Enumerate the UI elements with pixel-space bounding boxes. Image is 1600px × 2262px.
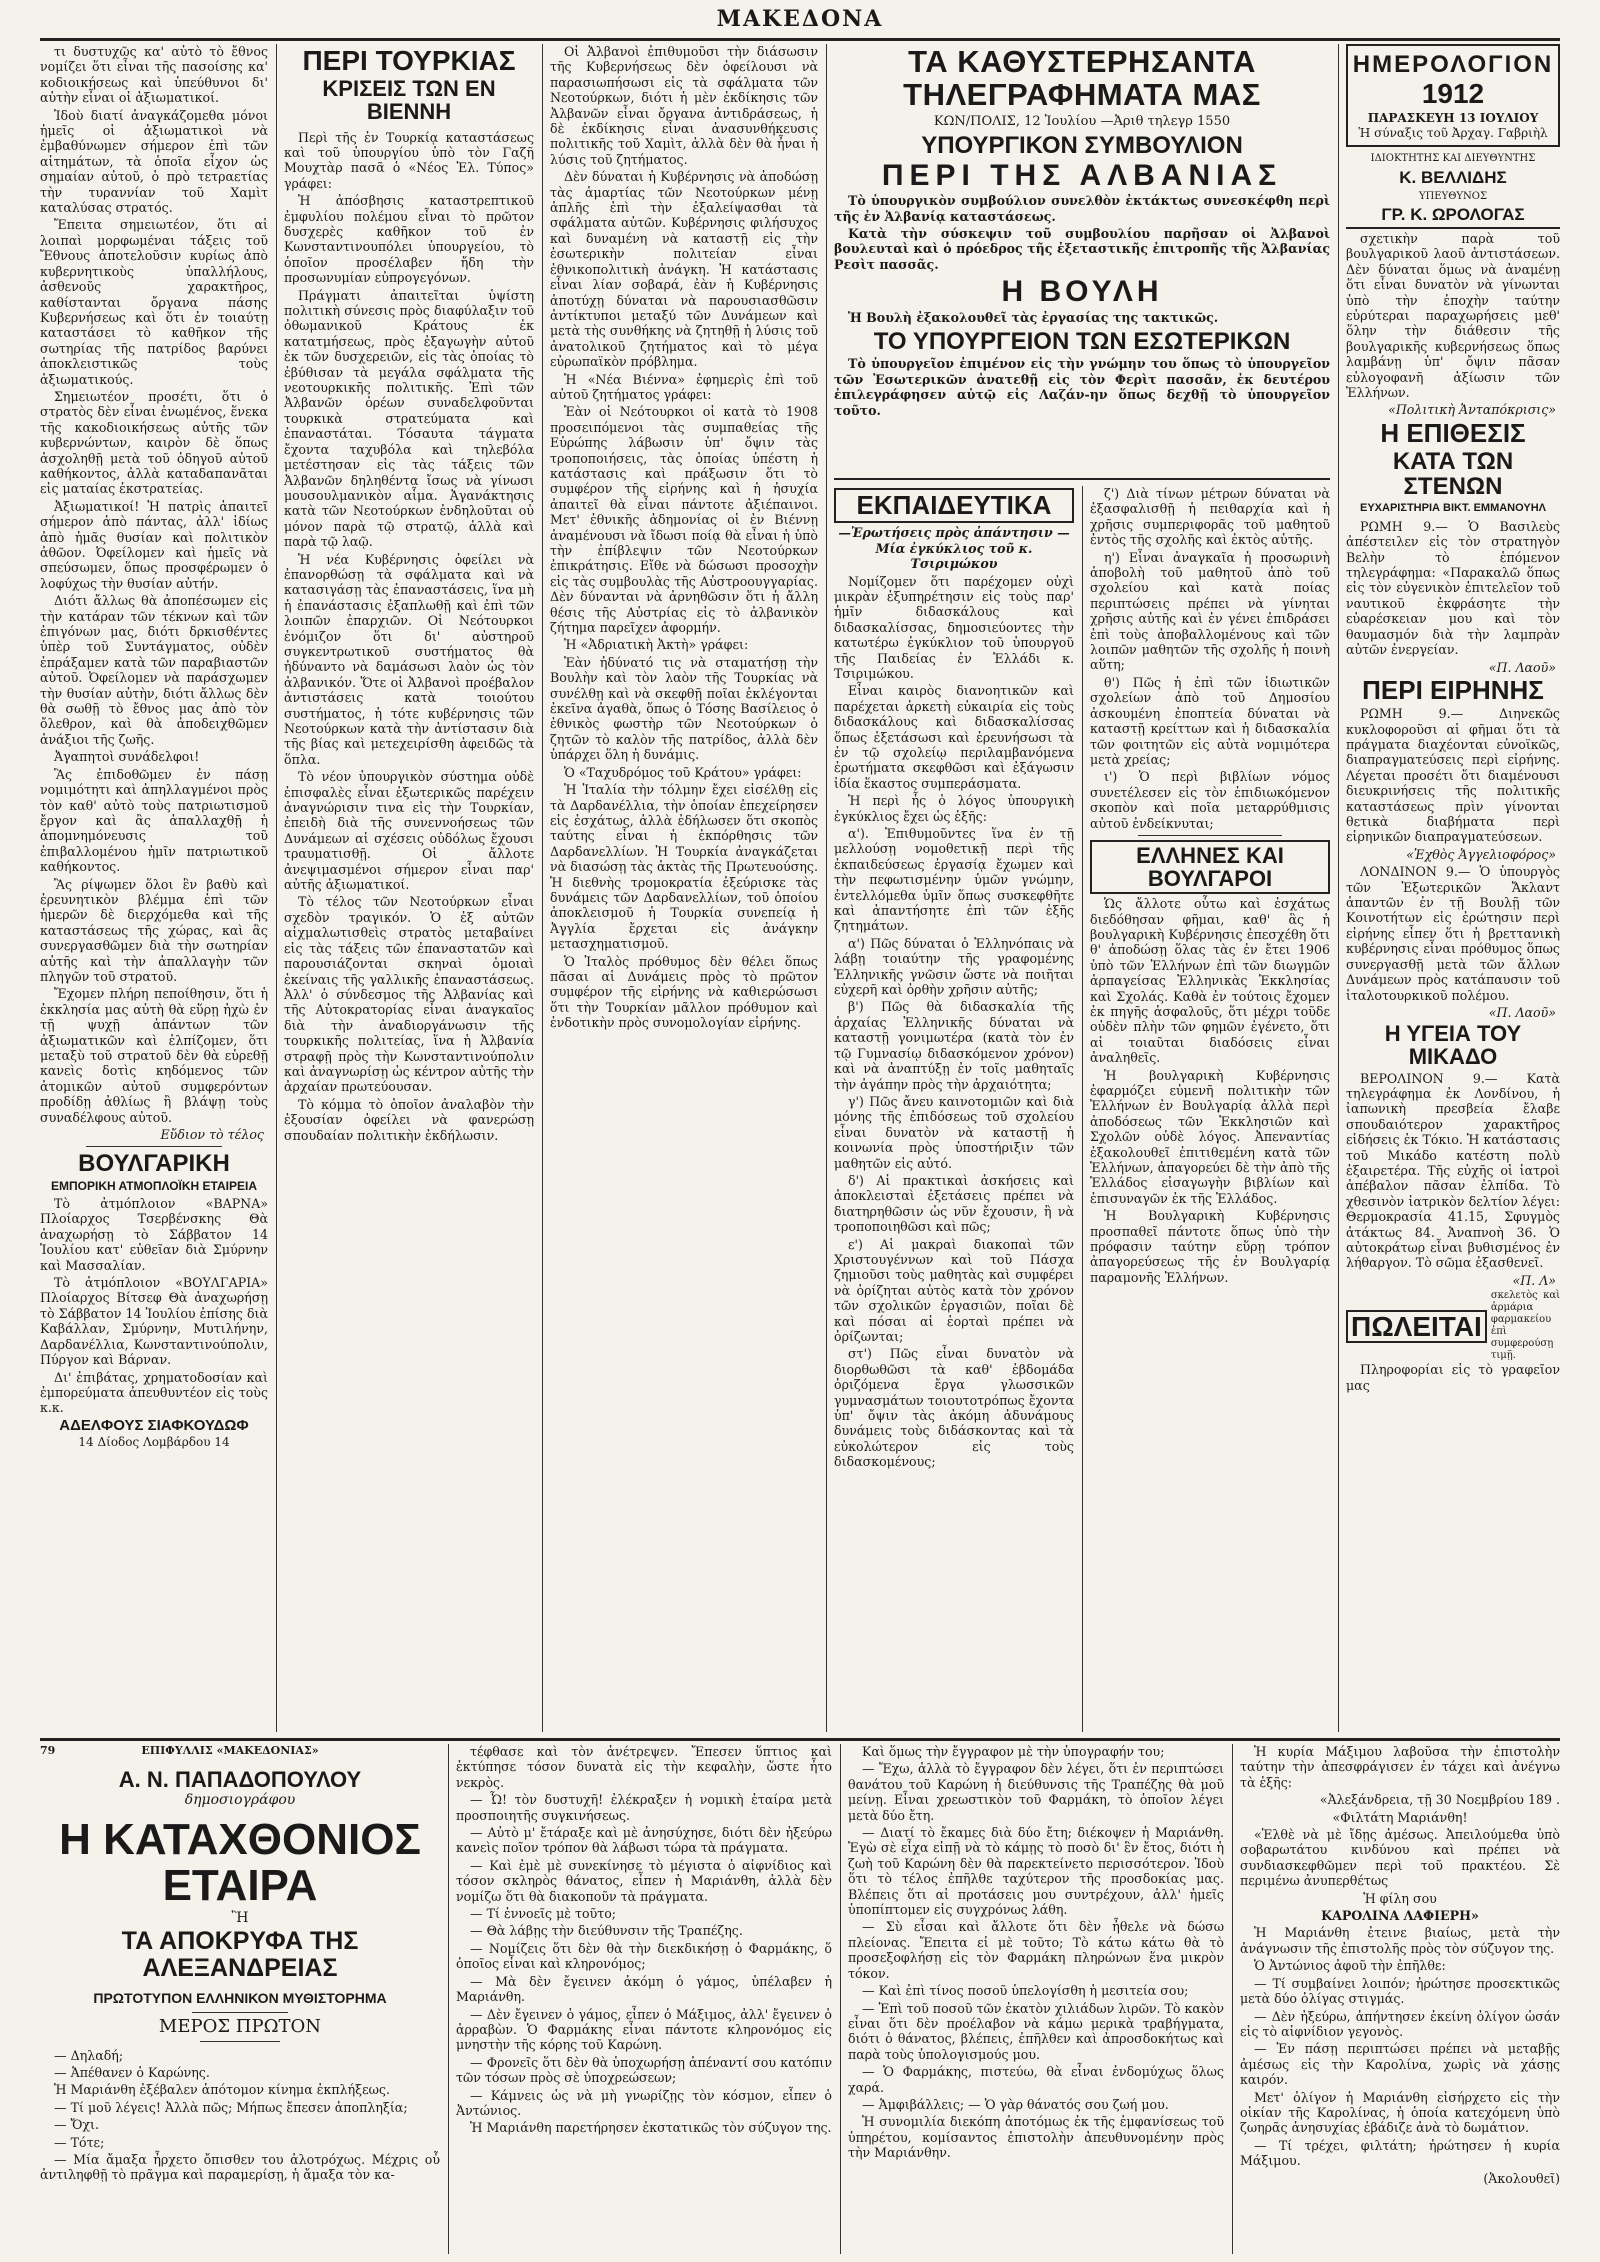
column-4 xyxy=(834,486,1074,1732)
paragraph: Ἰδοὺ διατί ἀναγκάζομεθα μόνοι ἡμεῖς οἱ ἀξιωματικοὶ νὰ ἐμβαθύνωμεν σήμερον ἐπὶ τῶν αἰτημάτων, τὰ ὁποῖα εἶχον ὡς σημαίαν αὐτοῦ, ὁ πρὸ τετραετίας τὴν τυραννίαν τοῦ Χαμὶτ καταλύσας στρατός. xyxy=(40,107,268,216)
paragraph: ΡΩΜΗ 9.— Διηνεκῶς κυκλοφοροῦσι αἱ φῆμαι ὅτι τὰ πράγματα διαχέονται εὐνοϊκῶς, διαπραγματεύσεις περὶ εἰρήνης. Λέγεται προσέτι ὅτι διαμένουσι διευκρινήσεις τῆς πολιτικῆς καταστάσεως πρὶν γίνονται θετικὰ διαβήματα περὶ εἰρηνικῶν διαπραγματεύσεων. xyxy=(1346,706,1560,845)
dialogue: — Αὐτὸ μ' ἔτάραξε καὶ μὲ ἀνησύχησε, διότι δὲν ἠξεύρω κανεὶς ποῖον τρόπον θὰ λάβωσι τώρα τὰ πράγματα. xyxy=(456,1825,832,1856)
paragraph: στ') Πῶς εἶναι δυνατὸν νὰ διορθωθῶσι τὰ καθ' ἑβδομάδα ὁριζόμενα ἔργα γλωσσικῶν γυμνασμάτων τοιουτοτρόπως ἔχοντα ὑπ' ὄψιν τὰς ἀκόμη ἀδυνάμους δυνάμεις τοὺς διδάσκοντας καὶ τὰ εὐκολώτερον εἰς τοὺς διδασκομένους; xyxy=(834,1346,1074,1470)
paragraph: ζ') Διὰ τίνων μέτρων δύναται νὰ ἐξασφαλισθῇ ἡ πειθαρχία καὶ ἡ χρῆσις συμπεριφορᾶς τοῦ μαθητοῦ ἐντὸς τῆς σχολῆς καὶ ἐκτὸς αὐτῆς. xyxy=(1090,486,1330,548)
subheadline: ΚΡΙΣΕΙΣ ΤΩΝ ΕΝ ΒΙΕΝΝΗ xyxy=(322,76,496,125)
dialogue: — Θὰ λάβῃς τὴν διεύθυνσιν τῆς Τραπέζης. xyxy=(470,1923,743,1939)
paragraph: ΡΩΜΗ 9.— Ὁ Βασιλεὺς ἀπέστειλεν εἰς τὸν στρατηγὸν Βελὴν τὸ ἑπόμενον τηλεγράφημα: «Παρακαλῶ ὅπως εἰς τὸν εὐγενικὸν ἐπιτελεῖον τοῦ ναυτικοῦ ἐκφράσητε τὴν εὐαρέσκειαν μου καὶ τὸν θαυμασμόν διὰ τὴν λαμπρὰν αὐτῶν ἐνεργείαν. xyxy=(1346,518,1560,658)
paragraph: Ἡ Βουλὴ ἐξακολουθεῖ τὰς ἐργασίας της τακτικῶς. xyxy=(848,309,1219,325)
letter-body: «Ἐλθὲ νὰ μὲ ἴδῃς ἀμέσως. Ἀπειλούμεθα ὑπὸ σοβαρωτάτου κινδύνου καὶ πρέπει νὰ συνδιασκεφθῶμεν περὶ τοῦ πρακτέου. Σὲ περιμένω ἀνυπερθέτως xyxy=(1240,1827,1560,1889)
paragraph: Νομίζομεν ὅτι παρέχομεν οὐχὶ μικρὰν ἐξυπηρέτησιν εἰς τοὺς παρ' ἡμῖν διδασκάλους καὶ διδασκαλίσσας, δημοσιεύοντες τὴν κατωτέρω ἐγκύκλιον τοῦ ὑπουργοῦ τῆς Παιδείας ἐν Ἑλλάδι κ. Τσιριμώκου. xyxy=(834,573,1074,681)
calendar-saint: Ἡ σύναξις τοῦ Ἀρχαγ. Γαβριὴλ xyxy=(1358,125,1548,140)
ad-address: 14 Δίοδος Λομβάρδου 14 xyxy=(78,1435,230,1450)
letter-date: «Ἀλεξάνδρεια, τῇ 30 Νοεμβρίου 189 . xyxy=(1319,1792,1560,1808)
paragraph: Ἂς ρίψωμεν ὅλοι ἓν βαθὺ καὶ ἐρευνητικὸν βλέμμα ἐπὶ τῶν ἡμερῶν δὲ διερχόμεθα καὶ τῆς καταστάσεως τῆς χώρας, καὶ ἂς συνεργασθῶμεν διὰ τὴν σωτηρίαν αὐτῆς καὶ τὴν ἀπαλλαγὴν τῶν πληγῶν τοῦ στρατοῦ. xyxy=(40,876,268,984)
column-divider xyxy=(1082,486,1083,1732)
classified-text: σκελετὸς καὶ ἀρμάρια φαρμακείου ἐπὶ συμφερούσῃ τιμῇ. xyxy=(1490,1290,1560,1362)
paragraph: Τὸ ὑπουργικὸν συμβούλιον συνελθὸν ἐκτάκτως συνεσκέφθη περὶ τῆς ἐν Ἀλβανίᾳ καταστάσεως. xyxy=(834,193,1330,224)
calendar-box xyxy=(1346,44,1560,147)
editor-name: ΓΡ. Κ. ΩΡΟΛΟΓΑΣ xyxy=(1346,206,1560,229)
ad-firm: ΑΔΕΛΦΟΥΣ ΣΙΑΦΚΟΥΔΩΦ xyxy=(59,1416,249,1434)
editor-label: ΥΠΕΥΘΥΝΟΣ xyxy=(1418,190,1488,202)
serial-subtitle: ΤΑ ΑΠΟΚΡΥΦΑ ΤΗΣ ΑΛΕΞΑΝΔΡΕΙΑΣ xyxy=(121,1927,359,1982)
paragraph: Τὸ νέον ὑπουργικὸν σύστημα οὐδὲ ἐπισφαλὲς εἶναι ἐξωτερικῶς παρέχειν ἀναγνώρισιν τινα εἰς τὴν Τουρκίαν, ἐπειδὴ διὰ τῆς συνεννοήσεως τῶν Δυνάμεων αἱ σχέσεις οὐδόλως ἔχουσι τραυματισθῇ. Οἱ ἄλλοτε ἀνεψιμασμένοι σήμερον εἶναι παρ' αὐτῆς ἀξιωματικοί. xyxy=(284,769,534,893)
ad-subtitle: ΕΜΠΟΡΙΚΗ ΑΤΜΟΠΛΟΪΚΗ ΕΤΑΙΡΕΙΑ xyxy=(50,1178,258,1193)
paragraph: Ἡ Ἰταλία τὴν τόλμην ἔχει εἰσέλθῃ εἰς τὰ Δαρδανέλλια, τὴν ὁποίαν ἐπεχείρησεν εἰς ἐσχάτως, ἀλλὰ ἐδήλωσεν ὅτι σκοπὸς ταύτης εἶναι ἡ ἐκπόρθησις τῶν Δαρδανελλίων. Ἡ Τουρκία ἀναγκάζεται νὰ διασώσῃ τὰς ἀκτὰς τῆς Πρωτευούσης. Ἡ διεθνὴς τρομοκρατία ἐξεύρισκε τὰς δυνάμεις τῶν Δαρδανελλίων, τοῦ ὁποίου ἀποκλεισμοῦ ἡ Τουρκία συνεπείᾳ ἡ Ἀγγλία ἔρχεται εἰς ἀνάγκην μετασχηματισμοῦ. xyxy=(550,782,818,952)
letter-closing: Ἡ φίλη σου xyxy=(1363,1890,1437,1906)
dialogue: — Ἔχω, ἀλλὰ τὸ ἔγγραφον δὲν λέγει, ὅτι ἐν περιπτώσει θανάτου τοῦ Καρώνη ἡ διεύθυνσις τῆς Τραπέζης θὰ μοῦ μείνῃ. Εἶναι χρεωστικὸν τοῦ Φαρμάκη, τὸ ὁποῖον λέγει μετὰ δύο ἔτη. xyxy=(848,1761,1224,1823)
dialogue: — Δὲν ἔγεινεν ὁ γάμος, εἶπεν ὁ Μάξιμος, ἀλλ' ἔγεινεν ὁ ἀρραβὼν. Ὁ Φαρμάκης εἶναι πάντοτε κληρονόμος εἰς μνηστὴν τῆς κόρης τοῦ Καρώνη. xyxy=(456,2006,832,2053)
headline: Η ΒΟΥΛΗ xyxy=(1001,275,1163,309)
subheadline: ΕΥΧΑΡΙΣΤΗΡΙΑ ΒΙΚΤ. ΕΜΜΑΝΟΥΗΛ xyxy=(1360,502,1546,515)
column-divider xyxy=(276,44,277,1732)
column-divider xyxy=(826,44,827,1732)
headline: Η ΕΠΙΘΕΣΙΣ xyxy=(1380,417,1526,448)
headline: ΠΕΡΙ ΕΙΡΗΝΗΣ xyxy=(1362,674,1544,705)
ad-title: ΒΟΥΛΓΑΡΙΚΗ xyxy=(78,1150,230,1178)
paragraph: ΛΟΝΔΙΝΟΝ 9.— Ὁ ὑπουργὸς τῶν Ἐξωτερικῶν Ἄκλαντ ἀπαντῶν ἐν τῇ Βουλῇ τῶν Κοινοτήτων εἰς ἐρώτησιν περὶ εἰρήνης εἶπεν ὅτι ἡ βρεττανικὴ κυβέρνησις εἶναι πρόθυμος ὅπως συνεργασθῇ μετὰ τῶν ἄλλων Δυνάμεων πρὸς κατάπαυσιν τοῦ ἰταλοτουρκικοῦ πολέμου. xyxy=(1346,864,1560,1003)
serial-title: Η ΚΑΤΑΧΘΟΝΙΟΣ ΕΤΑΙΡΑ xyxy=(59,1814,421,1910)
letter-salutation: «Φιλτάτη Μαριάνθη! xyxy=(1332,1809,1468,1825)
serial-genre: ΠΡΩΤΟΤΥΠΟΝ ΕΛΛΗΝΙΚΟΝ ΜΥΘΙΣΤΟΡΗΜΑ xyxy=(93,1989,387,2006)
ad-paragraph: Δι' ἐπιβάτας, χρηματοδοσίαν καὶ ἐμπορεύματα ἀπευθυντέον εἰς τοὺς κ.κ. xyxy=(40,1369,268,1416)
paragraph: Πληροφορίαι εἰς τὸ γραφεῖον μας xyxy=(1346,1362,1560,1393)
paragraph: α') Πῶς δύναται ὁ Ἑλληνόπαις νὰ λάβῃ τοιαύτην τῆς γραφομένης Ἑλληνικῆς γνῶσιν ὥστε νὰ ποιῆται εὐχερῆ καὶ ὀρθὴν χρῆσιν αὐτῆς; xyxy=(834,935,1074,998)
paragraph: ι') Ὁ περὶ βιβλίων νόμος συνετέλεσεν εἰς τὸν ἐπιδιωκόμενον σκοπὸν καὶ ποῖα μεταρρύθμισις αὐτοῦ ἐνδείκνυται; xyxy=(1090,769,1330,831)
paragraph: Οἱ Ἀλβανοὶ ἐπιθυμοῦσι τὴν διάσωσιν τῆς Κυβερνήσεως δὲν ὀφείλουσι νὰ παρασιωπήσωσι εἰς τὰ σφάλματα τῶν Νεοτούρκων, διότι ἡ μὲν ἐκδίκησις τῶν Ἀλβανῶν εἶναι ὄργανα ἀντιδράσεως, ἡ δὲ ἐκδίκησις εἶναι ἀνασυνθήκευσις πολιτικῆς τοῦ Χαμὶτ, ἀλλὰ δὲν θὰ ἦναι ἡ λύσις τοῦ ζητήματος. xyxy=(550,44,818,167)
feuilleton-label: ΕΠΙΦΥΛΛΙΣ «ΜΑΚΕΔΟΝΙΑΣ» xyxy=(141,1744,319,1757)
source-signature: «Π. Λαοῦ» xyxy=(1488,1004,1556,1020)
paragraph: Ἐὰν ἠδύνατό τις νὰ σταματήσῃ τὴν Βουλὴν καὶ τὸν λαὸν τῆς Τουρκίας νὰ συνέλθῃ καὶ νὰ σκεφθῇ ποῖαι ἐκλέγονται ἐκεῖνα ἀγαθὰ, ὅπως ὁ Τόσης Βασίλειος ὁ ἐθνικὸς φωστὴρ τῶν Νεοτούρκων ὁ ζητῶν τὸ καλὸν τῆς πατρίδος, ἀλλὰ δὲν ὑπάρχει ὅλη ἡ δυνάμις. xyxy=(550,654,818,763)
paragraph: Ἡ «Νέα Βιέννα» ἐφημερὶς ἐπὶ τοῦ αὐτοῦ ζητήματος γράφει: xyxy=(550,371,818,402)
dateline: ΚΩΝ/ΠΟΛΙΣ, 12 Ἰουλίου —Ἀριθ τηλεγρ 1550 xyxy=(933,114,1231,130)
dialogue: — Τότε; xyxy=(54,2134,105,2150)
paragraph: Ὡς ἄλλοτε οὗτω καὶ ἐσχάτως διεδόθησαν φῆμαι, καθ' ἃς ἡ βουλγαρικὴ Κυβέρνησις ἐπεσχέθη ὅτι θ' ἀποδώσῃ ὅλας τὰς ἐν ἔτει 1906 ὑπὸ τῶν Ἑλλήνων ἐπὶ τῶν διωγμῶν ἁρπαγείσας Ἑλληνικὰς Ἐκκλησίας καὶ Σχολάς. Καθὰ ἐν τούτοις ἔχομεν ἐκ πηγῆς ἀσφαλοῦς, ὅτι μέχρι τοῦδε οὐδὲν πλὴν τῶν φημῶν ἐγένετο, ὅτι αἱ τοιαῦται διαδόσεις εἶναι ἀναληθεῖς. xyxy=(1090,896,1330,1066)
paragraph: Ἔπειτα σημειωτέον, ὅτι αἱ λοιπαὶ μορφωμέναι τάξεις τοῦ Ἔθνους ἀποτελοῦσιν κυρίως ἀπὸ κυβερνητικοὺς ὑπαλλήλους, ἀσθενοῦς χαρακτῆρος, καθίστανται ὄργανα πάσης Κυβερνήσεως καὶ ὅτι ἐν τοιαύτῃ καταστάσει τὸ καθῆκον τῆς σωτηρίας τῆς πατρίδος βαρύνει ἀποκλειστικῶς τοὺς ἀξιωματικούς. xyxy=(40,217,268,387)
paragraph: Ὁ «Ταχυδρόμος τοῦ Κράτου» γράφει: xyxy=(564,764,802,780)
column-2 xyxy=(284,44,534,1732)
dialogue: Καὶ ὅμως τὴν ἔγγραφον μὲ τὴν ὑπογραφήν του; xyxy=(862,1744,1165,1759)
calendar-title: ΗΜΕΡΟΛΟΓΙΟΝ xyxy=(1352,51,1554,78)
paragraph: η') Εἶναι ἀναγκαῖα ἡ προσωρινὴ ἀποβολὴ τοῦ μαθητοῦ ἀπὸ τοῦ σχολείου καὶ κατὰ ποίας περιπτώσεις πρέπει νὰ γίνηται χρῆσις αὐτῆς καὶ ἐν γένει ἐπιδράσει ἐπὶ τοὺς ἀποβαλλομένους καὶ τῶν λοιπῶν μαθητῶν τῆς σχολῆς ἡ ποινὴ αὕτη; xyxy=(1090,549,1330,673)
divider xyxy=(200,2041,280,2042)
paragraph: Κατὰ τὴν σύσκεψιν τοῦ συμβουλίου παρῆσαν οἱ Ἀλβανοὶ βουλευταὶ καὶ ὁ πρόεδρος τῆς ἐξεταστικῆς ἐπιτροπῆς τῆς Ἀλβανίας Ρεσὶτ πασσᾶς. xyxy=(834,226,1330,272)
paragraph: α'). Ἐπιθυμοῦντες ἵνα ἐν τῇ μελλούσῃ νομοθετικῇ περὶ τῆς ἐκπαιδεύσεως ἐργασίᾳ ἔχωμεν καὶ τὴν πεφωτισμένην ὑμῶν γνώμην, ἐντελλόμεθα ὑμῖν ὅπως συσκεφθῆτε καὶ ἀπαντήσητε ἐπὶ τῶν ἑξῆς ζητημάτων. xyxy=(834,826,1074,934)
source-signature: «Πολιτικὴ Ἀνταπόκρισις» xyxy=(1388,402,1556,418)
dialogue: — Δὲν ἠξεύρω, ἀπήντησεν ἐκείνη ὀλίγον ὡσάν εἰς τὸ αἰφνίδιον γεγονὸς. xyxy=(1240,2008,1560,2039)
letter-signature: ΚΑΡΟΛΙΝΑ ΛΑΦΙΕΡΗ» xyxy=(1321,1908,1479,1924)
calendar-year: 1912 xyxy=(1421,78,1485,110)
headline: ΠΕΡΙ ΤΟΥΡΚΙΑΣ xyxy=(302,45,516,76)
headline: ΕΚΠΑΙΔΕΥΤΙΚΑ xyxy=(834,488,1074,523)
dialogue: — Δηλαδή; xyxy=(54,2047,124,2063)
paragraph: Ἡ ἀπόσβησις καταστρεπτικοῦ ἐμφυλίου πολέμου εἶναι τὸ πρῶτον δυσχερὲς καθῆκον τοῦ ἐν Κωνσταντινουπόλει ὑπουργείου, τὸ ὁποῖον προσέλαβεν ἤδη τὴν προσωνυμίαν εὐπρογεγόνων. xyxy=(284,193,534,286)
ad-paragraph: Τὸ ἀτμόπλοιον «ΒΑΡΝΑ» Πλοίαρχος Τσερβένσκης Θὰ ἀναχωρήσῃ τὸ Σάββατον 14 Ἰουλίου κατ' εὐθεῖαν διὰ Σμύρνην καὶ Μασσαλίαν. xyxy=(40,1196,268,1273)
telegrams-block xyxy=(834,44,1330,476)
paragraph: Τὸ τέλος τῶν Νεοτούρκων εἶναι σχεδὸν τραγικόν. Ὁ ἐξ αὐτῶν αἰχμαλωτισθεὶς στρατὸς μεταβαίνει εἰς τὰς τάξεις τῶν ἐπαναστατῶν καὶ παρουσιάζονται σκηναὶ ὁμοιαὶ ἐκείναις τῆς γαλλικῆς ἐπαναστάσεως. Ἀλλ' ὁ σύνδεσμος τῆς Ἀλβανίας καὶ τῆς Αὐτοκρατορίας εἶναι ἀναγκαῖος διὰ τὴν ἀναδιοργάνωσιν τῆς τουρκικῆς πολιτείας, ἵνα ἡ Ἀλβανία στραφῇ πρὸς τὴν Κωνσταντινούπολιν καὶ ἀναγνωρίσῃ ὡς κέντρον αὐτῆς τὴν ἀρχαίαν πρωτεύουσαν. xyxy=(284,894,534,1095)
dialogue: Ὁ Ἀντώνιος ἀφοῦ τὴν ἐπῆλθε: xyxy=(1254,1958,1446,1974)
paragraph: Τὸ ὑπουργεῖον ἐπιμένον εἰς τὴν γνώμην του ὅπως τὸ ὑπουργεῖον τῶν Ἐσωτερικῶν ἀνατεθῇ εἰς τὸν Φερὶτ πασσᾶν, ἐκ δευτέρου ἐπιλεγράφησεν αὐτῷ εἰς Λαζάν-ην ὅπως δεχθῇ τὸ ὑπουργεῖον τοῦτο. xyxy=(834,356,1330,418)
dialogue: τέφθασε καὶ τὸν ἀνέτρεψεν. Ἔπεσεν ὕπτιος καὶ ἐκτύπησε τόσον δυνατὰ εἰς τὴν κεφαλὴν, ὥστε ἦτο νεκρὸς. xyxy=(456,1744,832,1790)
feuilleton-number: 79 xyxy=(40,1744,56,1757)
dialogue: — Τί μοῦ λέγεις! Ἀλλὰ πῶς; Μήπως ἔπεσεν ἀποπληξία; xyxy=(54,2099,408,2115)
paragraph: Ἡ βουλγαρικὴ Κυβέρνησις ἐφαρμόζει εὐμενῆ πολιτικὴν τῶν Ἑλλήνων ἐν Βουλγαρίᾳ ἀλλὰ περὶ ἀποδόσεως τῶν Ἐκκλησιῶν καὶ Σχολῶν οὐδὲ λόγος. Ἀπεναντίας ἐξακολουθεῖ ἐπιτιθεμένη κατὰ τῶν Ἑλλήνων, ἀπαγορεύει δὲ τὴν ἀπὸ τῆς Ἐλλάδος εἰσαγωγὴν βιβλίων καὶ ἐπισυναγῶν ἐκ τῆς Ἑλλάδος. xyxy=(1090,1067,1330,1206)
paragraph: Ἡ περὶ ἧς ὁ λόγος ὑπουργικὴ ἐγκύκλιος ἔχει ὡς ἑξῆς: xyxy=(834,793,1074,824)
column-divider xyxy=(1232,1744,1233,2254)
feuilleton-column-2 xyxy=(456,1744,832,2254)
paragraph: Τὸ κόμμα τὸ ὁποῖον ἀναλαβὸν τὴν ἐξουσίαν ὀφείλει νὰ φανερώσῃ σπουδαίαν πολιτικὴν ἐκδήλωσιν. xyxy=(284,1096,534,1143)
paragraph: Περὶ τῆς ἐν Τουρκίᾳ καταστάσεως καὶ τοῦ ὑπουργίου ὑπὸ τὸν Γαζῆ Μουχτὰρ πασᾶ ὁ «Νέος Ἐλ. Τύπος» γράφει: xyxy=(284,129,534,191)
headline: ΚΑΤΑ ΤΩΝ ΣΤΕΝΩΝ xyxy=(1392,448,1514,501)
dialogue: Ἡ Μαριάνθη ἐτεινε βιαίως, μετὰ τὴν ἀνάγνωσιν τῆς ἐπιστολῆς πρὸς τὸν σύζυγον της. xyxy=(1240,1925,1560,1956)
paragraph: Ἐὰν οἱ Νεότουρκοι οἱ κατὰ τὸ 1908 προσειπόμενοι τὰς συμπαθείας τῆς Εὐρώπης λάβωσιν ὑπ' ὄψιν τὰς τροποποιήσεις, τὰς ὁποίας ὑπέστη ἡ κατάστασις καὶ πράξωσιν ὅτι τὸ συμφέρον τῆς εἰρήνης καὶ ἡ ἡσυχία ἀπαιτεῖ θὰ εἶναι πάντοτε ἀξιέπαινοι. Μετ' ἐθνικῆς ἀδημονίας οἱ ἐν Βιέννῃ ἀναμένουσι νὰ ἴδωσι ποίᾳ θὰ εἶναι ἡ ὑπὸ τὴν ἐπίβλεψιν τῶν Νεοτούρκων ἐπικράτησις. Εἴθε νὰ δώσωσι προσοχὴν εἰς τὰς συμβουλὰς τῆς Αὐστροουγγαρίας. Δὲν δύνανται νὰ ἀρνηθῶσιν ὅτι ἡ ἄλλη θέσις τῆς Αὐστρίας εἰς τὸ ἀλβανικὸν ζήτημα παρεῖχεν ἀφορμήν. xyxy=(550,404,818,636)
paragraph: σχετικὴν παρὰ τοῦ βουλγαρικοῦ λαοῦ ἀντιστάσεων. Δὲν δύναται ὅμως νὰ ἀναμένῃ ὅτι εἶναι δυνατὸν νὰ γίνωνται ὑπὸ τὴν ἐποχὴν ταύτην εὐρύτεραι παραχωρήσεις μεθ' ὅλην τὴν διάθεσιν τῆς βουλγαρικῆς κυβερνήσεως ὅπως λαμβάνῃ ὑπ' ὄψιν πᾶσαν εὐλογοφανῆ ἀξίωσιν τῶν Ἑλλήνων. xyxy=(1346,230,1560,400)
paragraph: Διότι ἄλλως θὰ ἀποπέσωμεν εἰς τὴν κατάραν τῶν τέκνων καὶ τῶν ἐπιγόνων μας, διότι δρκισθέντες ὑπὲρ τοῦ Συντάγματος, οὐδὲν ἐπράξαμεν κατὰ τῶν παραβιαστῶν αὐτοῦ. Ὀφείλομεν νὰ παράσχωμεν τὴν θυσίαν αὐτὴν, διότι ἄλλως δὲν θὰ σωθῇ τὸ ἔθνος μας ἀπὸ τὸν ὄλεθρον, καὶ θὰ ἀποδειχθῶμεν ἀνάξιοι τῆς ζωῆς. xyxy=(40,593,268,747)
ad-paragraph: Τὸ ἀτμόπλοιον «ΒΟΥΛΓΑΡΙΑ» Πλοίαρχος Βίτσεφ Θὰ ἀναχωρήσῃ τὸ Σάββατον 14 Ἰουλίου ἐπίσης διὰ Καβάλλαν, Σμύρνην, Μυτιλήνην, Δαρδανέλλια, Κωνσταντινούπολιν, Πύργον καὶ Βάρναν. xyxy=(40,1275,268,1368)
dialogue: — Κάμνεις ὡς νὰ μὴ γνωρίζῃς τὸν κόσμον, εἶπεν ὁ Ἀντώνιος. xyxy=(456,2087,832,2118)
dialogue: — Μὰ δὲν ἔγεινεν ἀκόμη ὁ γάμος, ὑπέλαβεν ἡ Μαριάνθη. xyxy=(456,1973,832,2005)
feuilleton-column-4 xyxy=(1240,1744,1560,2254)
dialogue: — Καὶ ἐπὶ τίνος ποσοῦ ὑπελογίσθη ἡ μεσιτεία σου; xyxy=(862,1983,1189,1999)
headline: ΠΕΡΙ ΤΗΣ ΑΛΒΑΝΙΑΣ xyxy=(881,158,1283,192)
paragraph: Ἡ νέα Κυβέρνησις ὀφείλει νὰ ἐπανορθώσῃ τὰ σφάλματα καὶ νὰ κατασιγάσῃ τὰς ἐπαναστάσεις, ἵνα μὴ ἡ ἐπανάστασις ἐξαπλωθῇ καὶ ἐπὶ τῶν λοιπῶν ἐπαρχιῶν. Οἱ Νεότουρκοι ἐνόμιζον ὅτι δι' αὐστηροῦ συγκεντρωτικοῦ συστήματος θὰ ἠδύναντο νὰ δαμάσωσι λαὸν ὡς τὸν ἀλβανικόν. Ὅτε οἱ Ἀλβανοὶ προέβαλον ἀντιστάσεις κατὰ τοιούτου συστήματος, ἡ τότε κυβέρνησις τῶν Νεοτούρκων κατὰ τὴν ἀντίστασιν διὰ τῆς βίας καὶ μετεχειρίσθη ἀφειδῶς τὰ ὅπλα. xyxy=(284,551,534,767)
deck: —Ἐρωτήσεις πρὸς ἀπάντησιν — Μία ἐγκύκλιος τοῦ κ. Τσιριμώκου xyxy=(838,525,1070,572)
author-name: Α. Ν. ΠΑΠΑΔΟΠΟΥΛΟΥ xyxy=(118,1767,362,1792)
column-3 xyxy=(550,44,818,1732)
to-be-continued: (Ἀκολουθεῖ) xyxy=(1483,2170,1560,2186)
calendar-day: ΠΑΡΑΣΚΕΥΗ 13 ΙΟΥΛΙΟΥ xyxy=(1367,110,1539,125)
paragraph: Ἡ Βουλγαρικὴ Κυβέρνησις προσπαθεῖ πάντοτε ὅπως ὑπὸ τὴν πρόφασιν ταύτην εὕρῃ τρόπον ἀπαγορεύσεως τῆς ἐν Βουλγαρίᾳ παραμονῆς Ἑλλήνων. xyxy=(1090,1208,1330,1285)
dialogue: — Φρονεῖς ὅτι δὲν θὰ ὑποχωρήσῃ ἀπέναντί σου κατόπιν τῶν τόσων πρὸς σὲ ὑποχρεώσεων; xyxy=(456,2054,832,2086)
dialogue: — Ὄχι. xyxy=(54,2117,99,2133)
owner-label: ΙΔΙΟΚΤΗΤΗΣ ΚΑΙ ΔΙΕΥΘΥΝΤΗΣ xyxy=(1370,153,1536,165)
paragraph: Εἶναι καιρὸς διανοητικῶν καὶ παρέχεται ἀρκετὴ εὐκαιρία εἰς τοὺς διδασκάλους καὶ διδασκαλίσσας ὅπως ἐξετάσωσι καὶ ἐρευνήσωσι τὰ ἐν τῷ σχολείῳ περιλαμβανόμενα ἐρωτήματα σκεφθῶσι καὶ ἐξάγωσιν ἰδία ἕκαστος συμπεράσματα. xyxy=(834,683,1074,791)
source-signature: «Π. Λαοῦ» xyxy=(1488,659,1556,675)
divider xyxy=(1138,835,1282,836)
column-divider xyxy=(542,44,543,1732)
dialogue: — Τί συμβαίνει λοιπόν; ἠρώτησε προσεκτικῶς μετὰ δύο ὀλίγας στιγμάς. xyxy=(1240,1975,1560,2007)
column-divider xyxy=(840,1744,841,2254)
divider xyxy=(86,1146,223,1147)
paragraph: Δὲν δύναται ἡ Κυβέρνησις νὰ ἀποδώσῃ τὰς ἁμαρτίας τῶν Νεοτούρκων μένῃ ἀπλῆς ἐπὶ τὴν ἐξαλείψασθαι τὰ σφάλματα αὐτῶν. Κυβέρνησις φιλήσυχος καὶ δυναμένη νὰ καταστῇ εἰς τὴν ἐσωτερικὴν πολιτείαν εἶναι ἐθνικοπολιτικὴ ἀνάγκη. Ἡ κατάστασις εἶναι λίαν σοβαρά, ἐὰν ἡ Κυβέρνησις ἀποτύχῃ δύναται νὰ παρουσιασθῶσιν ἀντίκτυποι μεταξύ τῶν Δυνάμεων καὶ μετὰ τὴς συνθήκης νὰ ζητηθῇ ἡ λύσις τοῦ ἀνατολικοῦ ζητήματος καὶ τὸ μέγα εὐρωπαϊκὸν πρόβλημα. xyxy=(550,169,818,370)
classified-ad xyxy=(1346,1290,1560,1362)
owner-name: Κ. ΒΕΛΛΙΔΗΣ xyxy=(1399,167,1507,187)
dialogue: Ἡ κυρία Μάξιμου λαβοῦσα τὴν ἐπιστολὴν ταύτην τὴν ἀπεσφράγισεν ἐν τάχει καὶ ἀνέγνω τὰ ἑξῆς: xyxy=(1240,1744,1560,1790)
paragraph: θ') Πῶς ἡ ἐπὶ τῶν ἰδιωτικῶν σχολείων ἀπὸ τοῦ Δημοσίου ἀσκουμένη ἐποπτεία δύναται νὰ καταστῇ κρείττων καὶ ἡ διδασκαλία τῶν φοιτητῶν εἰς αὐτὰ νομιμότερα μετὰ χρείας; xyxy=(1090,674,1330,767)
column-divider xyxy=(448,1744,449,2254)
dialogue: — Ἀμφιβάλλεις; — Ὁ γὰρ θάνατός σου ζωή μου. xyxy=(862,2096,1169,2112)
paragraph: Ἡ «Ἀδριατικὴ Ἀκτὴ» γράφει: xyxy=(564,637,749,653)
headline: ΕΛΛΗΝΕΣ ΚΑΙ ΒΟΥΛΓΑΡΟΙ xyxy=(1090,840,1330,894)
dialogue: Ἡ Μαριάνθη παρετήρησεν ἐκστατικῶς τὸν σύζυγον της. xyxy=(470,2120,832,2136)
feuilleton-column-3 xyxy=(848,1744,1224,2254)
feuilleton-rule xyxy=(40,1738,1560,1741)
paragraph: γ') Πῶς ἄνευ καινοτομιῶν καὶ διὰ μόνης τῆς ἐπιδόσεως τοῦ σχολείου εἶναι δυνατὸν νὰ καταστῇ ἡ κοινωνία πρὸς ὑποστήριξιν τῶν μαθητῶν εἰς αὐτό. xyxy=(834,1093,1074,1171)
dialogue: Ἡ συνομιλία διεκόπη ἀποτόμως ἐκ τῆς ἐμφανίσεως τοῦ ὑπηρέτου, κομίσαντος ἐπιστολὴν ἀπευθυνομένην πρὸς τὴν Μαριάνθην. xyxy=(848,2114,1224,2161)
column-5 xyxy=(1090,486,1330,1732)
dialogue: — Ἀπέθανεν ὁ Καρώνης. xyxy=(54,2065,210,2080)
author-role: δημοσιογράφου xyxy=(184,1792,296,1809)
column-6 xyxy=(1346,44,1560,1732)
paragraph: Ἂς ἐπιδοθῶμεν ἐν πάσῃ νομιμότητι καὶ ἀπηλλαγμένοι πρὸς τὸν καθ' αὐτὸ τοὺς πατριωτισμοῦ ἔργον καὶ ἂς ἀπαλλαχθῇ ἡ ἀπομνημόνευσις τοῦ ἐπιβαλλομένου ἡμῖν πατριωτικοῦ καθήκοντος. xyxy=(40,766,268,875)
dialogue: Μετ' ὀλίγον ἡ Μαριάνθη εἰσήρχετο εἰς τὴν οἰκίαν τῆς Καρολίνας, ἡ ὁποία κατεχόμενη ὑπὸ ζωηρᾶς ἀνησυχίας ἐβάδιζε ἀνὰ τὸ δωμάτιον. xyxy=(1240,2089,1560,2136)
classified-title: ΠΩΛΕΙΤΑΙ xyxy=(1346,1310,1487,1343)
dialogue: Ἡ Μαριάνθη ἐξέβαλεν ἀπότομον κίνημα ἐκπλήξεως. xyxy=(54,2082,390,2098)
section-rule xyxy=(834,478,1330,480)
headline: Η ΥΓΕΙΑ ΤΟΥ ΜΙΚΑΔΟ xyxy=(1384,1021,1522,1070)
masthead-title: ΜΑΚΕΔΟΝΑ xyxy=(716,6,884,32)
headline: ΤΟ ΥΠΟΥΡΓΕΙΟΝ ΤΩΝ ΕΣΩΤΕΡΙΚΩΝ xyxy=(873,328,1291,356)
paragraph: Ἀξιωματικοί! Ἡ πατρὶς ἀπαιτεῖ σήμερον ἀπὸ πάντας, ἀλλ' ἰδίως ἀπὸ ἡμᾶς θυσίαν καὶ πολιτικὸν ἀθῶον. Ὀφείλομεν καὶ ἡμεῖς νὰ σπεύσωμεν, ὅπως προσφέρωμεν ὁ λοφύχως τὴν θυσίαν αὐτήν. xyxy=(40,498,268,591)
paragraph: ε') Αἱ μακραὶ διακοπαὶ τῶν Χριστουγέννων καὶ τοῦ Πάσχα ζημιοῦσι τοὺς μαθητὰς καὶ συμφέρει νὰ ὁρίζηται αὐτὸς κατὰ τὸν χρόνον τῶν σχολικῶν ἐργασιῶν, ποῖαι δὲ καὶ πόσαι αἱ ἑορταὶ πρέπει νὰ ὁρίζωνται; xyxy=(834,1236,1074,1345)
dialogue: — Διατί τὸ ἔκαμες διὰ δύο ἔτη; διέκοψεν ἡ Μαριάνθη. Ἐγὼ σὲ εἶχα εἰπῇ νὰ τὸ κάμῃς τὸ ποσὸ δι' ἓν ἔτος, διότι ἡ ζωὴ τοῦ Καρώνη δὲν θὰ παρεκτείνετο περισσότερον. Ἰδοὺ ὅτι τὸ τέλος ἐπῆλθε ταχύτερον τῆς προσδοκίας μας. Βλέπεις ὅτι αἱ προτάσεις μου συντρέχουν, ἀλλ' ἡμεῖς ὑποπίπτομεν εἰς συγχρόνως λάθη. xyxy=(848,1825,1224,1918)
dialogue: — Σὺ εἶσαι καὶ ἄλλοτε ὅτι δὲν ἦθελε νὰ δώσω πλείονας. Ἔπειτα εἰ μὲ τοῦτο; Τὸ κάτω κάτω θὰ τὸ προσεξοφλήσῃ εἰς τὸν Φαρμάκη πληρώνων ἕνα μικρὸν τόκον. xyxy=(848,1919,1224,1981)
dialogue: — Ὁ Φαρμάκης, πιστεύω, θὰ εἶναι ἐνδομύχως ὅλως χαρά. xyxy=(848,2064,1224,2095)
dialogue: — Τί ἐννοεῖς μὲ τοῦτο; xyxy=(470,1906,617,1922)
column-1 xyxy=(40,44,268,1732)
paragraph: Ἔχομεν πλήρη πεποίθησιν, ὅτι ἡ ἐκκλησία μας αὐτὴ θὰ εὕρῃ ἠχὼ ἐν τῇ ψυχῇ ἁπάντων τῶν ἀξιωματικῶν καὶ ἐλπίζομεν, ὅτι μεταξὺ τοῦ στρατοῦ δὲν θὰ εὑρεθῇ κανεὶς δοτὶς κηδόμενος τῶν ἀτομικῶν αὐτοῦ συμφερόντων προδίδῃ ἀθλίως ἢ βλάψῃ τοὺς συναδέλφους αὐτοῦ. xyxy=(40,986,268,1125)
dialogue: — Ἐπὶ τοῦ ποσοῦ τῶν ἑκατὸν χιλιάδων λιρῶν. Τὸ κακὸν εἶναι ὅτι δὲν προέλαβον νὰ κάμω μερικὰ τραβήγματα, διότι ὁ θάνατος, βλέπεις, ἐπῆλθεν καὶ ἀπροσδοκήτως καὶ παρὰ τοὺς ὑπολογισμούς μου. xyxy=(848,2000,1224,2062)
paragraph: Πράγματι ἀπαιτεῖται ὑψίστη πολιτικὴ σύνεσις πρὸς διαφύλαξιν τοῦ ὀθωμανικοῦ Κράτους ἐκ κατατμήσεως, πρὸς ἐξαγωγὴν αὐτοῦ ἐκ τῶν δυσχερειῶν, εἰς τὰς ὁποίας τὸ ἐβύθισαν τὰ μεγάλα σφάλματα τῆς νεοτουρκικῆς πολιτικῆς. Ἐπὶ τῶν Ἀλβανῶν ὁρέων συναδελφοῦνται τουρκικὰ στρατεύματα καὶ ἐπαναστάται. Τόσαυτα τάγματα ἔχοντα ταχυβόλα καὶ τηλεβόλα μετέστησαν εἰς τὰς τάξεις τῶν Ἀλβανῶν δηληθέντα ἴσως νὰ γίνωσι μουσουλμανικὸν αἷμα. Ἀγανάκτησις κατὰ τῶν Νεοτούρκων ἐνδηλοῦται οὐ μόνον παρὰ τῷ στρατῷ, ἀλλὰ καὶ παρὰ τῷ λαῷ. xyxy=(284,287,534,550)
paragraph: β') Πῶς θὰ διδασκαλία τῆς ἀρχαίας Ἑλληνικῆς δύναται νὰ καταστῇ γονιμωτέρα (κατὰ τὸν ἐν τῷ Γυμνασίῳ διδασκόμενον χρόνον) καὶ νὰ ἀναπτύξῃ ἐν τοῖς μαθηταῖς τὴν ἀγάπην πρὸς τὴν ἀρχαιότητα; xyxy=(834,999,1074,1092)
paragraph: Σημειωτέον προσέτι, ὅτι ὁ στρατὸς δὲν εἶναι ἐνωμένος, ἕνεκα τῆς κακοδιοικήσεως αὐτῆς τῶν κυβερνώντων, καιρὸν δὲ ὅπως ἀσχοληθῇ μετὰ τοῦ ὁδηγοῦ αὐτοῦ καθήκοντος, ἀλλὰ καταδαπανᾶται εἰς ματαίας ἐκστρατείας. xyxy=(40,388,268,497)
source-signature: «Π. Λ» xyxy=(1512,1272,1556,1288)
serial-part: ΜΕΡΟΣ ΠΡΩΤΟΝ xyxy=(158,2016,322,2038)
dialogue: — Ἐν πάσῃ περιπτώσει πρέπει νὰ μεταβῇς ἀμέσως εἰς τὴν Καρολίνα, χωρὶς νὰ χάσῃς καιρόν. xyxy=(1240,2041,1560,2088)
feuilleton-column-1 xyxy=(40,1762,440,2254)
source-signature: «Ἐχθὸς Ἀγγελιοφόρος» xyxy=(1406,846,1556,862)
dialogue: — Καὶ ἐμὲ μὲ συνεκίνησε τὸ μέγιστα ὁ αἰφνίδιος καὶ τόσον σκληρὸς θάνατος, εἶπεν ἡ Μαριάνθη, ἀλλὰ δὲν νομίζω ὅτι θὰ διακοποῦν τὰ πράγματα. xyxy=(456,1857,832,1904)
paragraph: Ἀγαπητοὶ συνάδελφοι! xyxy=(54,749,200,765)
dialogue: — Νομίζεις ὅτι δὲν θὰ τὴν διεκδικήσῃ ὁ Φαρμάκης, ὅ ὁποῖος εἶναι καὶ κληρονόμος; xyxy=(456,1940,832,1972)
top-rule xyxy=(40,38,1560,41)
paragraph: ΒΕΡΟΛΙΝΟΝ 9.— Κατὰ τηλεγράφημα ἐκ Λονδίνου, ἡ ἰαπωνικὴ πρεσβεία ἔλαβε σπουδαιότερον χαρακτῆρος εἰδήσεις ἐκ Τόκιο. Ἡ κατάστασις τοῦ Μικάδο κατέστη πολὺ ἐξαιρετέρα. Τῆς εὐχῆς οἱ ἰατροὶ ἀπέβαλον πᾶσαν ἐλπίδα. Τὸ χθεσινὸν ἰατρικὸν δελτίον λέγει: Θερμοκρασία 41.15, Σφυγμὸς ἀτάκτως 84. Ἀναπνοὴ 36. Ὁ αὐτοκράτωρ εἶναι βυθισμένος ἐν λήθαργον. Τὸ σῶμα ἐξασθενεῖ. xyxy=(1346,1070,1560,1271)
serial-conjunction: Ἢ xyxy=(231,1909,249,1926)
banner-headline: ΤΑ ΚΑΘΥΣΤΕΡΗΣΑΝΤΑ ΤΗΛΕΓΡΑΦΗΜΑΤΑ ΜΑΣ xyxy=(903,44,1261,112)
paragraph: Ὁ Ἰταλὸς πρόθυμος δὲν θέλει ὅπως πᾶσαι αἱ Δυνάμεις πρὸς τὸ πρῶτον συμφέρον τῆς εἰρήνης νὰ καθιερώσωσι ὅτι τὴν Τουρκίαν μᾶλλον πρόθυμον καὶ ἐνδοτικὴν πρὸς συνομολογίαν εἰρήνης. xyxy=(550,953,818,1031)
paragraph: τι δυστυχῶς κα' αὐτὸ τὸ ἔθνος νομίζει ὅτι εἶναι τῆς πασοίσης κα' κοδιοικήσεως καὶ ὑπεύθυνοι δι' αὐτὴν εἶναι οἱ ἀξιωματικοί. xyxy=(40,44,268,106)
divider xyxy=(192,2012,288,2013)
dialogue: — Τί τρέχει, φιλτάτη; ἠρώτησεν ἡ κυρία Μάξιμου. xyxy=(1240,2137,1560,2169)
paragraph: δ') Αἱ πρακτικαὶ ἀσκήσεις καὶ ἀποκλεισταὶ ἐξετάσεις πρέπει νὰ διατηρηθῶσιν ὡς νῦν ἔχουσιν, ἢ νὰ τροποποιηθῶσι καὶ πῶς; xyxy=(834,1172,1074,1235)
headline: ΥΠΟΥΡΓΙΚΟΝ ΣΥΜΒΟΥΛΙΟΝ xyxy=(921,131,1243,159)
dialogue: — Μία ἄμαξα ἦρχετο ὄπισθεν του ἀλοτρόχως. Μέχρις οὗ ἀντιληφθῇ τὸ πρᾶγμα καὶ παραμερίσῃ, ἡ ἄμαξα τὸν κα- xyxy=(40,2152,440,2183)
column-divider xyxy=(1338,44,1339,1732)
dialogue: — Ὦ! τὸν δυστυχῆ! ἐλέκραξεν ἡ νομικὴ ἑταίρα μετὰ προσποιητῆς συγκινήσεως. xyxy=(456,1792,832,1823)
article-signature: Εὔδιον τὸ τέλος xyxy=(160,1127,264,1143)
